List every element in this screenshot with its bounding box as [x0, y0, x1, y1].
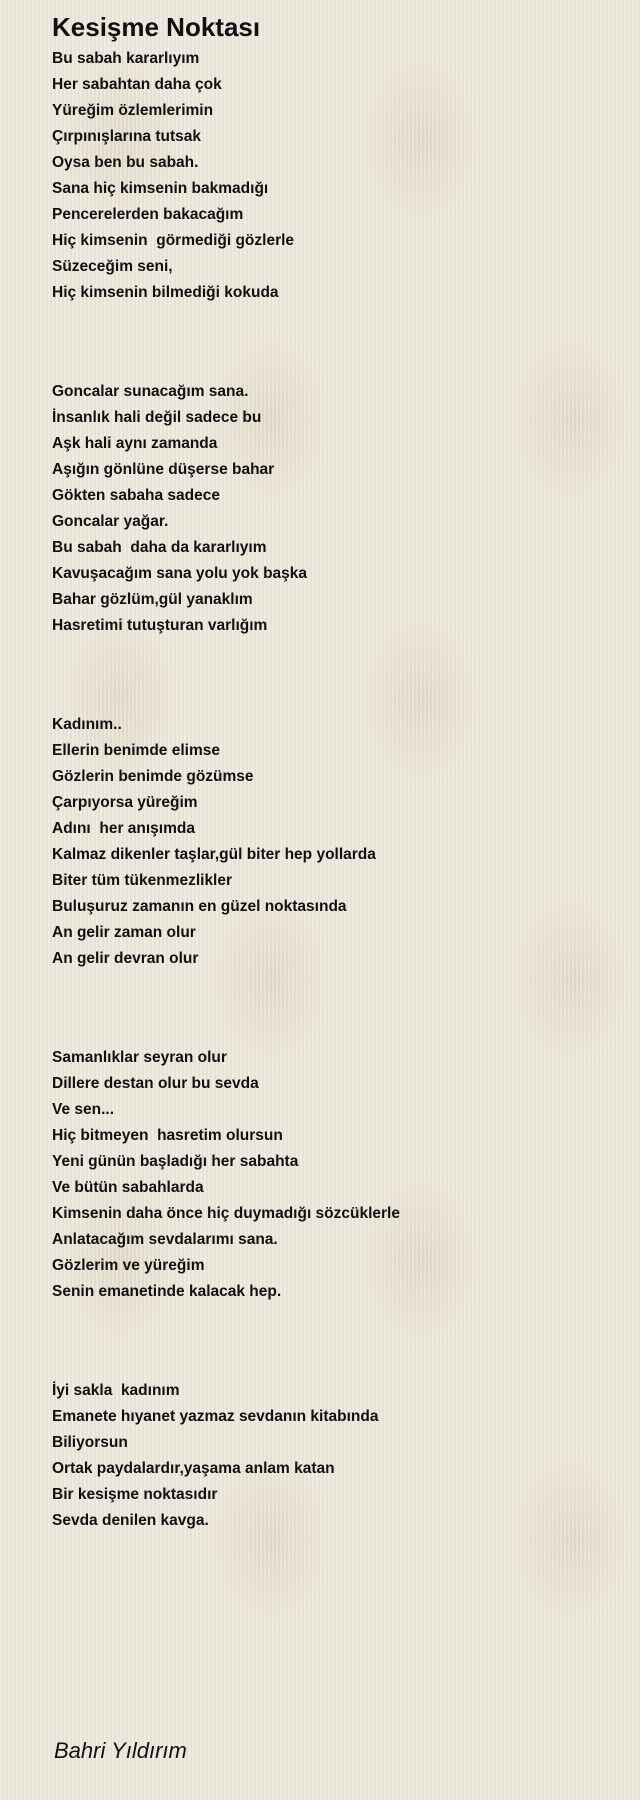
- poem-line: Gökten sabaha sadece: [52, 487, 220, 504]
- poem-line: Goncalar sunacağım sana.: [52, 383, 249, 400]
- poem-line: Bu sabah daha da kararlıyım: [52, 539, 267, 556]
- poem-line: Sana hiç kimsenin bakmadığı: [52, 180, 269, 197]
- stanza-gap: [52, 306, 612, 379]
- poem-line: Emanete hıyanet yazmaz sevdanın kitabında: [52, 1408, 379, 1425]
- poem-title: Kesişme Noktası: [52, 12, 261, 42]
- poem-line: İyi sakla kadınım: [52, 1382, 180, 1399]
- poem-line: Hiç kimsenin görmediği gözlerle: [52, 232, 295, 249]
- poem-line: Gözlerim ve yüreğim: [52, 1257, 205, 1274]
- poem-line: Buluşuruz zamanın en güzel noktasında: [52, 898, 347, 915]
- poem-line: Goncalar yağar.: [52, 513, 169, 530]
- poem-line: Yüreğim özlemlerimin: [52, 102, 214, 119]
- poem-line: Hasretimi tutuşturan varlığım: [52, 617, 268, 634]
- poem-line: Çırpınışlarına tutsak: [52, 128, 202, 145]
- stanza-gap: [52, 639, 612, 712]
- poem-line: Kadınım..: [52, 716, 122, 733]
- poem-line: Dillere destan olur bu sevda: [52, 1075, 259, 1092]
- poem-line: Ve sen...: [52, 1101, 115, 1118]
- stanza-1: [52, 46, 612, 306]
- stanza-5: [52, 1378, 612, 1534]
- stanza-gap: [52, 972, 612, 1045]
- poem-line: Her sabahtan daha çok: [52, 76, 222, 93]
- poem-line: Bu sabah kararlıyım: [52, 50, 200, 67]
- poem-line: Yeni günün başladığı her sabahta: [52, 1153, 299, 1170]
- poem-line: Senin emanetinde kalacak hep.: [52, 1283, 282, 1300]
- poem-line: Aşığın gönlüne düşerse bahar: [52, 461, 275, 478]
- poem-line: Çarpıyorsa yüreğim: [52, 794, 198, 811]
- poem-line: An gelir zaman olur: [52, 924, 196, 941]
- poem-line: Adını her anışımda: [52, 820, 195, 837]
- stanza-4: [52, 1045, 612, 1305]
- poem-line: Biliyorsun: [52, 1434, 128, 1451]
- stanza-2: [52, 379, 612, 639]
- poem-line: Bir kesişme noktasıdır: [52, 1486, 218, 1503]
- poem-line: Samanlıklar seyran olur: [52, 1049, 227, 1066]
- poem-line: Pencerelerden bakacağım: [52, 206, 244, 223]
- poem-line: Kavuşacağım sana yolu yok başka: [52, 565, 308, 582]
- poem-line: Gözlerin benimde gözümse: [52, 768, 254, 785]
- poem-line: Kimsenin daha önce hiç duymadığı sözcüklerle: [52, 1205, 400, 1222]
- poem-line: Süzeceğim seni,: [52, 258, 173, 275]
- poem-line: Kalmaz dikenler taşlar,gül biter hep yollarda: [52, 846, 376, 863]
- poem-line: Bahar gözlüm,gül yanaklım: [52, 591, 253, 608]
- poem-line: Hiç bitmeyen hasretim olursun: [52, 1127, 283, 1144]
- poem-line: Sevda denilen kavga.: [52, 1512, 209, 1529]
- poem-author: Bahri Yıldırım: [54, 1738, 187, 1763]
- poem-line: İnsanlık hali değil sadece bu: [52, 409, 262, 426]
- stanza-3: [52, 712, 612, 972]
- poem-line: An gelir devran olur: [52, 950, 199, 967]
- poem-line: Ellerin benimde elimse: [52, 742, 220, 759]
- poem-line: Oysa ben bu sabah.: [52, 154, 199, 171]
- poem-line: Ve bütün sabahlarda: [52, 1179, 204, 1196]
- poem-line: Hiç kimsenin bilmediği kokuda: [52, 284, 279, 301]
- poem-line: Aşk hali aynı zamanda: [52, 435, 218, 452]
- poem-line: Ortak paydalardır,yaşama anlam katan: [52, 1460, 335, 1477]
- stanza-gap: [52, 1305, 612, 1378]
- poem-line: Biter tüm tükenmezlikler: [52, 872, 233, 889]
- poem-container: [52, 10, 612, 1534]
- poem-line: Anlatacağım sevdalarımı sana.: [52, 1231, 278, 1248]
